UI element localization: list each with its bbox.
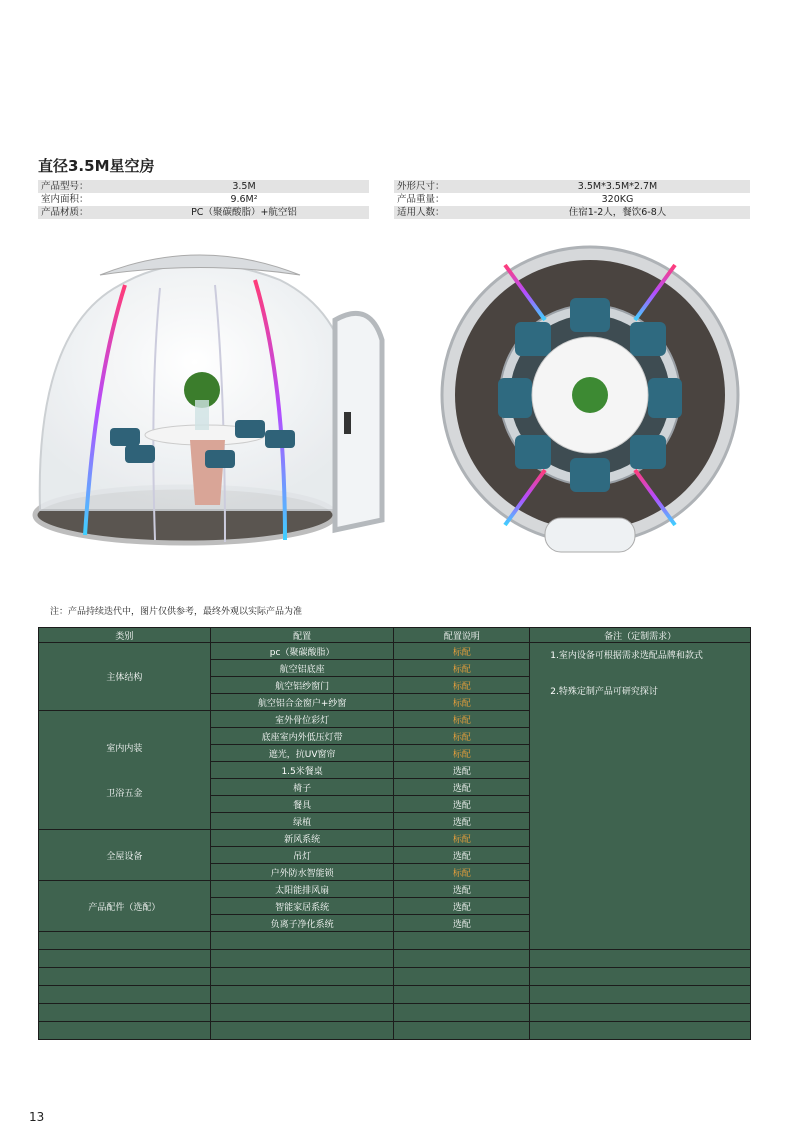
spec-label: 产品重量： <box>397 194 445 205</box>
empty-row <box>39 950 751 968</box>
config-cell: 1.5米餐桌 <box>210 762 394 779</box>
config-cell: 太阳能排风扇 <box>210 881 394 898</box>
config-desc-cell: 标配 <box>394 660 530 677</box>
config-cell: pc（聚碳酸脂） <box>210 643 394 660</box>
column-header: 类别 <box>39 628 211 643</box>
spec-row <box>38 206 750 219</box>
config-cell: 椅子 <box>210 779 394 796</box>
spec-row <box>38 193 750 206</box>
product-title: 直径3.5M星空房 <box>38 157 155 175</box>
empty-row <box>39 1022 751 1040</box>
category-label: 卫浴五金 <box>106 789 143 799</box>
configuration-table <box>38 627 751 1040</box>
dome-top-view-image <box>430 247 750 552</box>
config-cell: 餐具 <box>210 796 394 813</box>
config-desc-cell: 选配 <box>394 915 530 932</box>
column-header: 配置 <box>210 628 394 643</box>
spec-label: 室内面积： <box>41 194 89 205</box>
config-desc-cell: 选配 <box>394 847 530 864</box>
spec-label: 产品材质： <box>41 207 89 218</box>
spec-sheet <box>38 180 750 219</box>
config-cell: 航空铝合金窗户+纱窗 <box>210 694 394 711</box>
category-cell: 产品配件（选配） <box>39 881 211 932</box>
spec-value: 3.5M*3.5M*2.7M <box>577 181 658 192</box>
config-desc-cell: 标配 <box>394 711 530 728</box>
spec-value: 320KG <box>601 194 634 205</box>
config-desc-cell: 标配 <box>394 728 530 745</box>
config-desc-cell: 选配 <box>394 779 530 796</box>
config-cell: 遮光，抗UV窗帘 <box>210 745 394 762</box>
config-desc-cell: 标配 <box>394 864 530 881</box>
empty-row <box>39 1004 751 1022</box>
spec-value: 9.6M² <box>230 194 258 205</box>
config-desc-cell: 标配 <box>394 694 530 711</box>
config-desc-cell: 选配 <box>394 813 530 830</box>
category-cell: 主体结构 <box>39 643 211 711</box>
config-desc-cell: 选配 <box>394 898 530 915</box>
config-cell: 智能家居系统 <box>210 898 394 915</box>
dome-side-view-image <box>35 255 382 543</box>
category-cell: 全屋设备 <box>39 830 211 881</box>
remarks-cell <box>530 643 751 950</box>
column-header: 备注（定制需求） <box>530 628 751 643</box>
table-row <box>39 643 751 660</box>
config-desc-cell: 标配 <box>394 830 530 847</box>
product-images <box>30 240 770 570</box>
spec-label: 适用人数： <box>397 207 445 218</box>
config-cell: 户外防水智能锁 <box>210 864 394 881</box>
config-desc-cell: 标配 <box>394 745 530 762</box>
config-desc-cell: 标配 <box>394 677 530 694</box>
config-desc-cell: 选配 <box>394 881 530 898</box>
empty-row <box>39 986 751 1004</box>
config-cell: 航空铝底座 <box>210 660 394 677</box>
category-cell <box>39 711 211 830</box>
config-desc-cell: 选配 <box>394 762 530 779</box>
table-header-row <box>39 628 751 643</box>
config-cell: 绿植 <box>210 813 394 830</box>
column-header: 配置说明 <box>394 628 530 643</box>
config-cell: 负离子净化系统 <box>210 915 394 932</box>
remark-item: 2.特殊定制产品可研究探讨 <box>550 687 658 697</box>
empty-row <box>39 968 751 986</box>
config-cell: 吊灯 <box>210 847 394 864</box>
disclaimer-note: 注：产品持续迭代中，图片仅供参考，最终外观以实际产品为准 <box>50 607 303 617</box>
remark-item: 1.室内设备可根据需求选配品牌和款式 <box>550 651 703 661</box>
page-number: 13 <box>29 1110 45 1124</box>
config-desc-cell: 标配 <box>394 643 530 660</box>
spec-label: 产品型号： <box>41 181 89 192</box>
spec-row <box>38 180 750 193</box>
spec-value: 住宿1-2人，餐饮6-8人 <box>568 207 667 218</box>
spec-label: 外形尺寸： <box>397 181 445 192</box>
config-cell: 航空铝纱窗门 <box>210 677 394 694</box>
spec-value: 3.5M <box>232 181 256 192</box>
config-desc-cell: 选配 <box>394 796 530 813</box>
spec-value: PC（聚碳酸脂）+航空铝 <box>191 207 297 218</box>
config-cell: 新风系统 <box>210 830 394 847</box>
category-label: 室内内装 <box>106 744 143 754</box>
config-cell: 室外骨位彩灯 <box>210 711 394 728</box>
config-cell: 底座室内外低压灯带 <box>210 728 394 745</box>
